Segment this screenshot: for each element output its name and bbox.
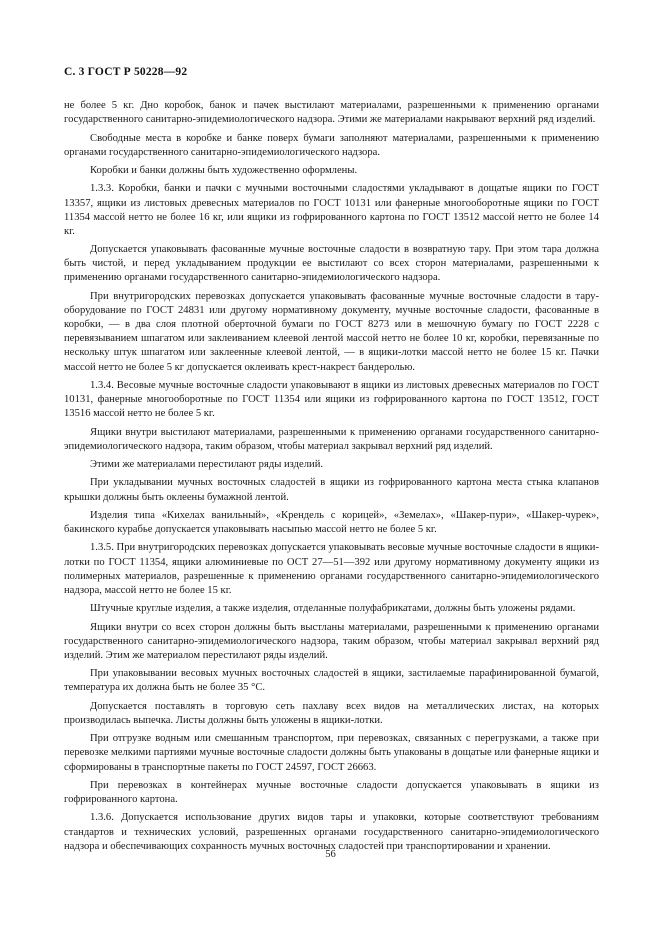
paragraph: Ящики внутри со всех сторон должны быть выстланы материалами, разрешенными к применению органами государственного санитарно-эпидемиологического надзора, таким образом, чтобы материал закрывал верхний ряд изделий. Этим же материалом перестилают ряды изделий. <box>64 621 599 661</box>
paragraph: При внутригородских перевозках допускается упаковывать фасованные мучные восточные сладости в тару-оборудование по ГОСТ 24831 или другому нормативному документу, мучные восточные сладости, фасованные в коробки, — в два слоя плотной оберточной бумаги по ГОСТ 8273 или в мешочную бумагу по ГОСТ 2228 с перевязыванием шпагатом или заклеиванием клеевой лентой массой нетто не более 10 кг, коробки, перевязанные по нескольку штук шпагатом или заклеенные клеевой лентой, — в ящики-лотки массой нетто не более 15 кг. Пачки массой нетто не более 5 кг допускается оклеивать крест-накрест бандеролью. <box>64 290 599 373</box>
document-body <box>64 99 599 858</box>
paragraph: При отгрузке водным или смешанным транспортом, при перевозках, связанных с перегрузками, а также при перевозке мелкими партиями мучные восточные сладости должны быть упакованы в дощатые или фанерные ящики и сформированы в транспортные пакеты по ГОСТ 24597, ГОСТ 26663. <box>64 733 599 773</box>
page-header: С. 3 ГОСТ Р 50228—92 <box>64 66 188 78</box>
page-number: 56 <box>325 849 336 860</box>
paragraph: При перевозках в контейнерах мучные восточные сладости допускается упаковывать в ящики из гофрированного картона. <box>64 779 599 806</box>
paragraph: Коробки и банки должны быть художественно оформлены. <box>90 165 358 176</box>
paragraph-continuation: не более 5 кг. Дно коробок, банок и пачек выстилают материалами, разрешенными к применению органами государственного санитарно-эпидемиологического надзора. Этими же материалами накрывают верхний ряд изделий. <box>64 100 599 126</box>
paragraph: Допускается упаковывать фасованные мучные восточные сладости в возвратную тару. При этом тара должна быть чистой, и перед укладыванием продукции ее выстилают со всех сторон материалами, разрешенными к применению органами государственного санитарно-эпидемиологического надзора. <box>64 244 599 284</box>
paragraph-clause-1-3-5: 1.3.5. При внутригородских перевозках допускается упаковывать весовые мучные восточные сладости в ящики-лотки по ГОСТ 11354, ящики алюминиевые по ОСТ 27—51—392 или другому нормативному документу ящики из полимерных материалов, разрешенные к применению органами государственного санитарно-эпидемиологического надзора, массой нетто не более 15 кг. <box>64 542 599 596</box>
paragraph: Штучные круглые изделия, а также изделия, отделанные полуфабрикатами, должны быть уложены рядами. <box>90 603 576 615</box>
paragraph-clause-1-3-6: 1.3.6. Допускается использование других видов тары и упаковки, которые соответствуют требованиям стандартов и технических условий, разрешенных органами государственного санитарно-эпидемиологического надзора и обеспечивающих сохранность мучных восточных сладостей при транспортировании и хранении. <box>64 812 599 852</box>
paragraph: При укладывании мучных восточных сладостей в ящики из гофрированного картона места стыка клапанов крышки должны быть оклеены бумажной лентой. <box>64 477 599 503</box>
paragraph-clause-1-3-4: 1.3.4. Весовые мучные восточные сладости упаковывают в ящики из листовых древесных материалов по ГОСТ 10131, фанерные многооборотные по ГОСТ 11354 или ящики из гофрированного картона по ГОСТ 13512, ГОСТ 13516 массой нетто не более 5 кг. <box>64 379 599 420</box>
paragraph: Ящики внутри выстилают материалами, разрешенными к применению органами государственного санитарно-эпидемиологического надзора, таким образом, чтобы материал закрывал верхний ряд изделий. <box>64 426 599 452</box>
paragraph: Изделия типа «Кихелах ванильный», «Крендель с корицей», «Земелах», «Шакер-пури», «Шакер-чурек», бакинского курабье допускается упаковывать насыпью массой нетто не более 5 кг. <box>64 509 599 536</box>
paragraph: Этими же материалами перестилают ряды изделий. <box>90 459 324 471</box>
paragraph: Допускается поставлять в торговую сеть пахлаву всех видов на металлических листах, на которых производилась выпечка. Листы должны быть уложены в ящики-лотки. <box>64 700 599 726</box>
paragraph: При упаковывании весовых мучных восточных сладостей в ящики, застилаемые парафинированной бумагой, температура их должна быть не более 35 °С. <box>64 668 599 694</box>
paragraph-clause-1-3-3: 1.3.3. Коробки, банки и пачки с мучными восточными сладостями укладывают в дощатые ящики по ГОСТ 13357, ящики из листовых древесных материалов по ГОСТ 10131 или фанерные многооборотные ящики по ГОСТ 11354 массой нетто не более 16 кг, или ящики из гофрированного картона по ГОСТ 13512 массой нетто не более 14 кг. <box>64 183 599 237</box>
paragraph: Свободные места в коробке и банке поверх бумаги заполняют материалами, разрешенными к применению органами государственного санитарно-эпидемиологического надзора. <box>64 132 599 158</box>
